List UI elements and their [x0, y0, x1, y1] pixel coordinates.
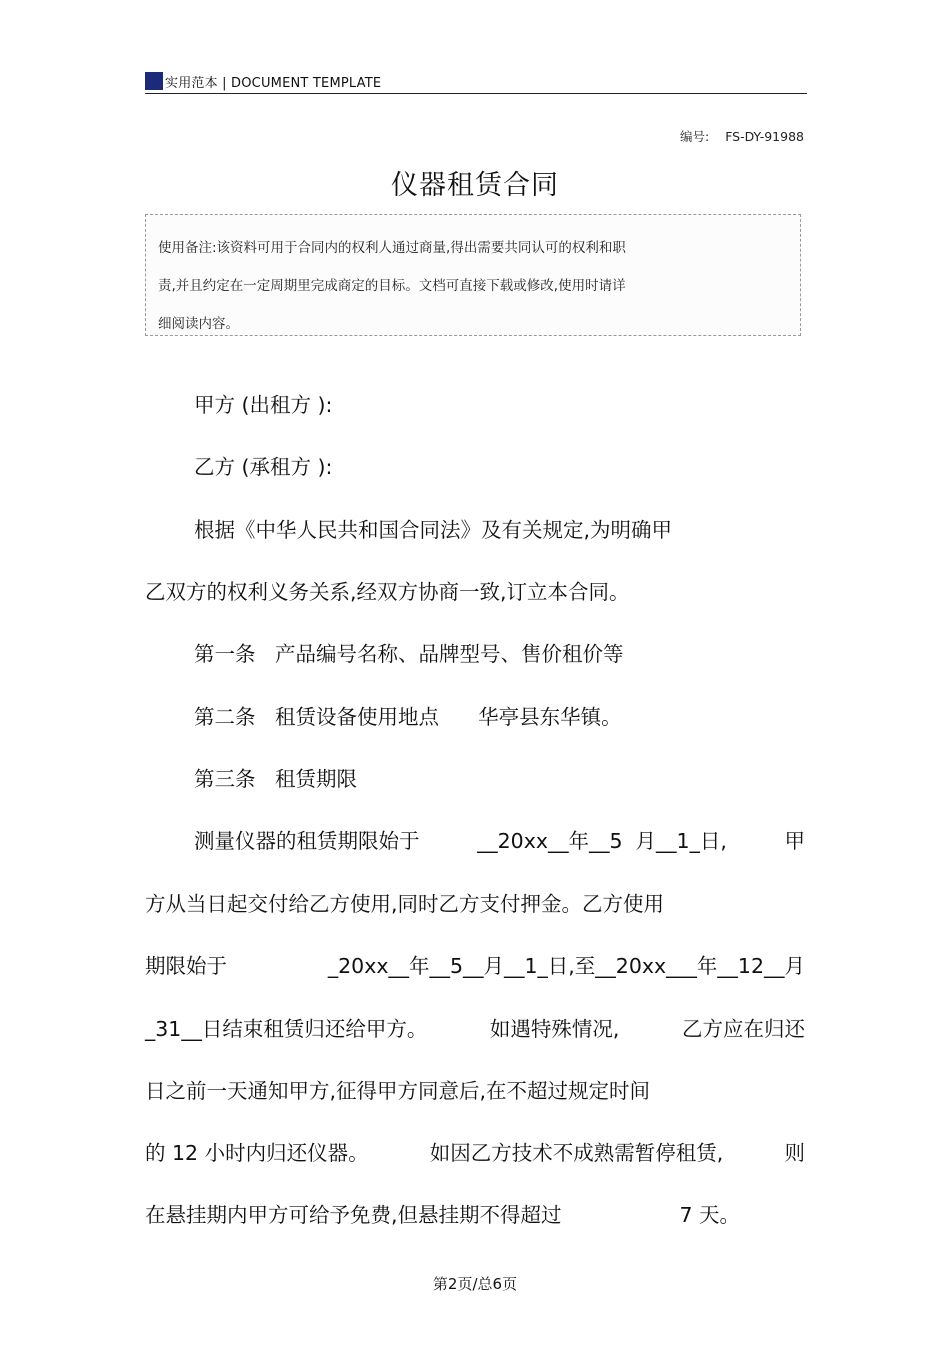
paragraph-line: 乙双方的权利义务关系,经双方协商一致,订立本合同。 — [145, 580, 630, 604]
paragraph-line: 日之前一天通知甲方,征得甲方同意后,在不超过规定时间 — [145, 1079, 651, 1103]
header-text: 实用范本 | DOCUMENT TEMPLATE — [165, 76, 382, 91]
page-counter: 第2页/总6页 — [432, 1275, 518, 1293]
paragraph-line — [145, 1200, 740, 1230]
text-segment: __20xx__年__5 月__1_日, — [477, 829, 727, 853]
party-b-line: 乙方 (承租方 ): — [194, 455, 333, 479]
paragraph-line — [145, 1138, 805, 1168]
article-1-line: 第一条 产品编号名称、品牌型号、售价租价等 — [194, 642, 624, 666]
note-line: 使用备注:该资料可用于合同内的权利人通过商量,得出需要共同认可的权利和职 — [158, 240, 626, 256]
text-segment: 7 天。 — [679, 1203, 740, 1227]
paragraph-line — [145, 951, 805, 981]
note-line: 细阅读内容。 — [158, 316, 239, 332]
paragraph-line — [194, 826, 805, 856]
text-segment: 在悬挂期内甲方可给予免费,但悬挂期不得超过 — [145, 1203, 562, 1227]
text-segment: 测量仪器的租赁期限始于 — [194, 829, 420, 853]
document-number-label: 编号: — [679, 129, 710, 144]
page-title: 仪器租赁合同 — [391, 170, 559, 201]
text-segment: 乙方应在归还 — [682, 1017, 805, 1041]
usage-note-box — [145, 214, 801, 336]
paragraph-line: 根据《中华人民共和国合同法》及有关规定,为明确甲 — [194, 518, 673, 542]
document-number — [680, 127, 804, 145]
text-segment: 如遇特殊情况, — [489, 1017, 620, 1041]
document-number-value: FS-DY-91988 — [725, 129, 804, 144]
text-segment: 甲 — [784, 829, 805, 853]
text-segment: 如因乙方技术不成熟需暂停租赁, — [429, 1141, 724, 1165]
party-a-line: 甲方 (出租方 ): — [194, 393, 333, 417]
text-segment: _31__日结束租赁归还给甲方。 — [145, 1017, 428, 1041]
paragraph-line: 方从当日起交付给乙方使用,同时乙方支付押金。乙方使用 — [145, 892, 665, 916]
text-segment: 则 — [784, 1141, 805, 1165]
logo-square-icon — [145, 72, 163, 90]
article-2-line: 第二条 租赁设备使用地点 华亭县东华镇。 — [194, 705, 622, 729]
text-segment: 的 12 小时内归还仪器。 — [145, 1141, 369, 1165]
article-3-line: 第三条 租赁期限 — [194, 767, 358, 791]
note-line: 责,并且约定在一定周期里完成商定的目标。文档可直接下载或修改,使用时请详 — [158, 278, 626, 294]
page-header — [145, 70, 807, 94]
text-segment: _20xx__年__5__月__1_日,至__20xx___年__12__月 — [327, 954, 805, 978]
paragraph-line — [145, 1014, 805, 1044]
text-segment: 期限始于 — [145, 954, 227, 978]
